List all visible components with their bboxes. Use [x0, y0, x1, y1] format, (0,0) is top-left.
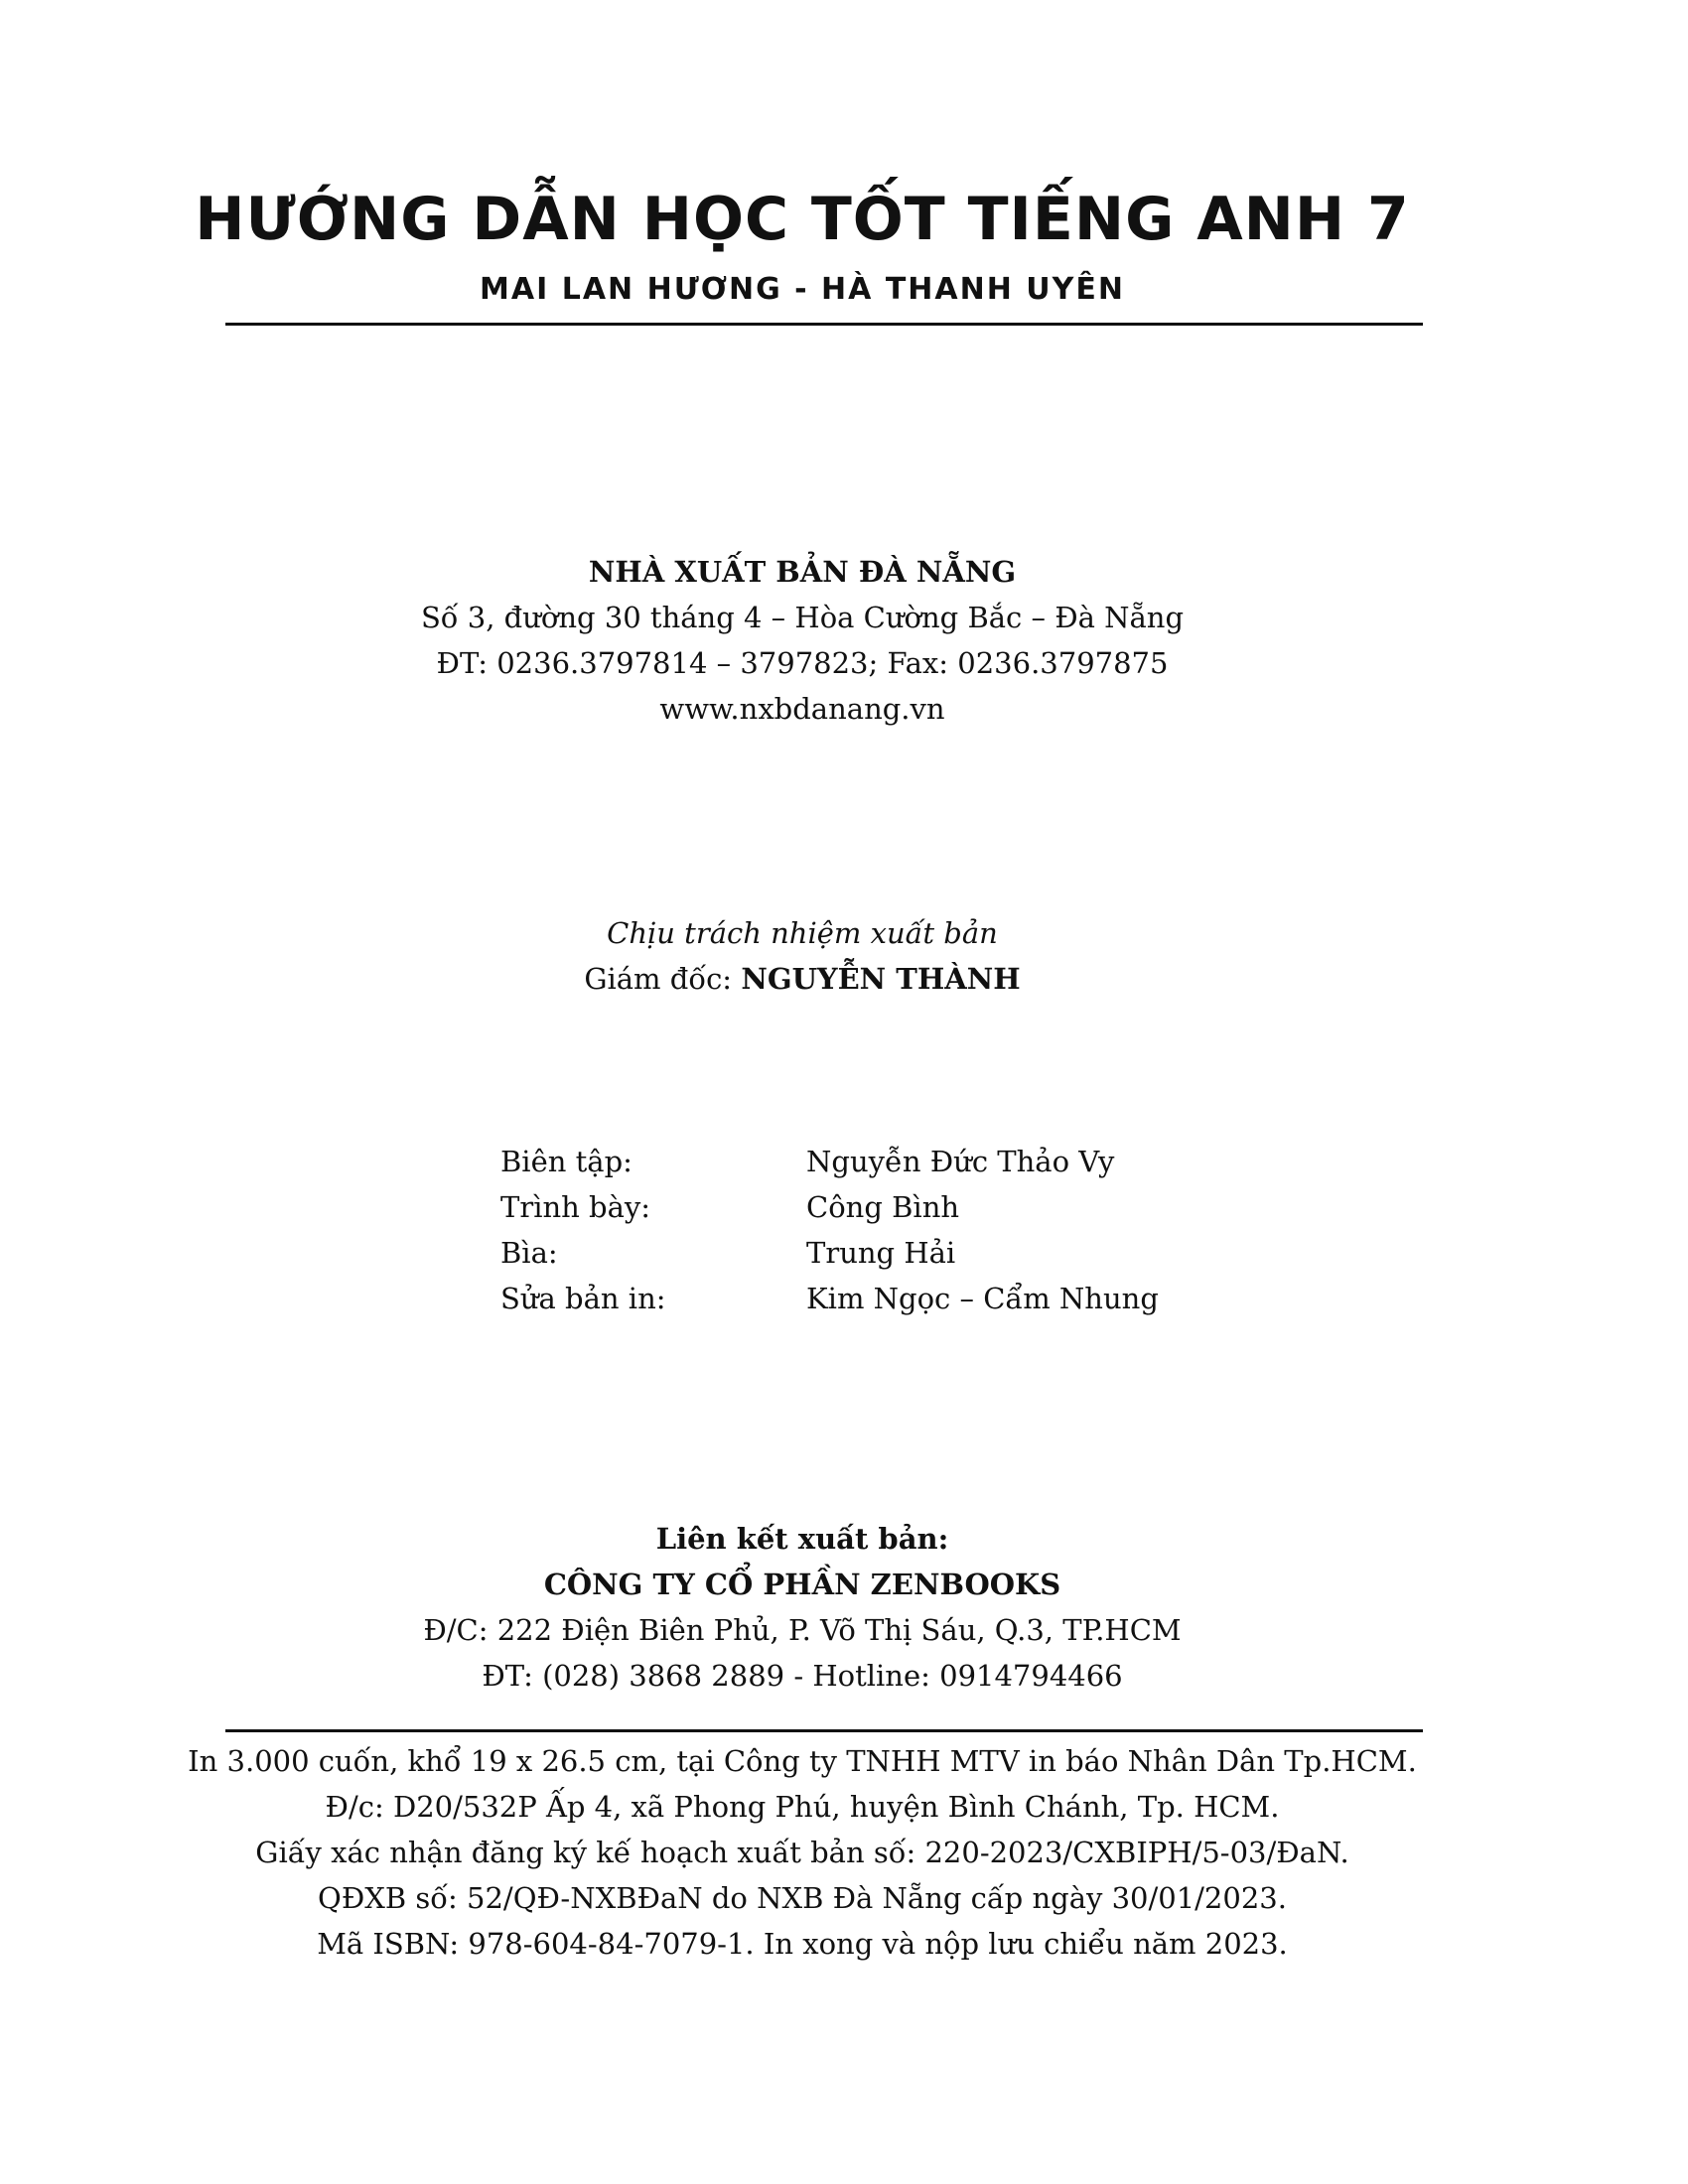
publisher-website: www.nxbdanang.vn	[659, 692, 945, 726]
credit-row	[500, 1276, 1295, 1321]
linkage-block	[0, 1516, 1646, 1699]
top-divider	[225, 323, 1423, 326]
linkage-label: Liên kết xuất bản:	[655, 1522, 949, 1556]
linkage-company: CÔNG TY CỔ PHẦN ZENBOOKS	[543, 1568, 1061, 1601]
credit-role: Trình bày:	[500, 1190, 651, 1224]
credit-name: Nguyễn Đức Thảo Vy	[806, 1145, 1115, 1178]
director-name: NGUYỄN THÀNH	[741, 962, 1021, 996]
printing-line: Đ/c: D20/532P Ấp 4, xã Phong Phú, huyện Bình Chánh, Tp. HCM.	[325, 1790, 1280, 1824]
printing-block	[0, 1738, 1646, 1967]
publisher-name: NHÀ XUẤT BẢN ĐÀ NẴNG	[588, 555, 1017, 589]
credit-row	[500, 1139, 1295, 1184]
responsibility-block	[0, 910, 1646, 1002]
printing-line: Giấy xác nhận đăng ký kế hoạch xuất bản số: 220-2023/CXBIPH/5-03/ĐaN.	[255, 1836, 1349, 1869]
publisher-phone: ĐT: 0236.3797814 – 3797823; Fax: 0236.3797875	[436, 646, 1169, 680]
linkage-phone: ĐT: (028) 3868 2889 - Hotline: 0914794466	[482, 1659, 1123, 1693]
credit-role: Biên tập:	[500, 1145, 633, 1178]
printing-line: Mã ISBN: 978-604-84-7079-1. In xong và nộp lưu chiểu năm 2023.	[317, 1927, 1288, 1961]
linkage-address: Đ/C: 222 Điện Biên Phủ, P. Võ Thị Sáu, Q.3, TP.HCM	[423, 1613, 1182, 1647]
printing-line: QĐXB số: 52/QĐ-NXBĐaN do NXB Đà Nẵng cấp ngày 30/01/2023.	[318, 1881, 1287, 1915]
printing-line: In 3.000 cuốn, khổ 19 x 26.5 cm, tại Công ty TNHH MTV in báo Nhân Dân Tp.HCM.	[188, 1744, 1417, 1778]
director-label: Giám đốc:	[584, 962, 742, 996]
bottom-divider	[225, 1729, 1423, 1732]
credit-row	[500, 1230, 1295, 1276]
credit-name: Kim Ngọc – Cẩm Nhung	[806, 1282, 1159, 1315]
credit-name: Trung Hải	[806, 1236, 956, 1270]
book-title: HƯỚNG DẪN HỌC TỐT TIẾNG ANH 7	[195, 185, 1410, 254]
credits-list	[500, 1139, 1295, 1321]
publisher-block	[0, 549, 1646, 732]
credit-role: Bìa:	[500, 1236, 558, 1270]
credit-row	[500, 1184, 1295, 1230]
director-line	[0, 956, 1646, 1002]
credit-name: Công Bình	[806, 1190, 960, 1224]
publisher-address: Số 3, đường 30 tháng 4 – Hòa Cường Bắc – Đà Nẵng	[420, 601, 1185, 634]
credit-role: Sửa bản in:	[500, 1282, 666, 1315]
book-authors: MAI LAN HƯƠNG - HÀ THANH UYÊN	[480, 272, 1125, 307]
responsibility-label: Chịu trách nhiệm xuất bản	[607, 916, 998, 950]
